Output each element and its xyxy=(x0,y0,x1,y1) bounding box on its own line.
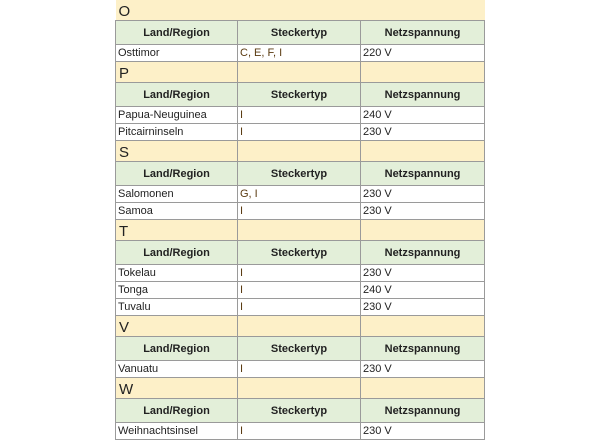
plug-type-cell: I xyxy=(238,299,361,316)
section-letter: W xyxy=(116,378,238,399)
plug-type-cell: I xyxy=(238,361,361,378)
header-plug-type: Steckertyp xyxy=(238,162,361,186)
plug-type-cell: I xyxy=(238,423,361,440)
land-region-cell: Pitcairninseln xyxy=(116,124,238,141)
table-body xyxy=(116,0,485,440)
header-voltage: Netzspannung xyxy=(361,83,485,107)
header-land-region: Land/Region xyxy=(116,162,238,186)
header-land-region: Land/Region xyxy=(116,241,238,265)
land-region-cell: Salomonen xyxy=(116,186,238,203)
header-row xyxy=(116,241,485,265)
section-letter-row xyxy=(116,378,485,399)
section-letter: T xyxy=(116,220,238,241)
plug-type-cell: G, I xyxy=(238,186,361,203)
section-letter-row xyxy=(116,62,485,83)
table-row xyxy=(116,203,485,220)
plug-type-cell: I xyxy=(238,203,361,220)
land-region-cell: Tonga xyxy=(116,282,238,299)
voltage-cell: 220 V xyxy=(361,45,485,62)
header-land-region: Land/Region xyxy=(116,337,238,361)
land-region-cell: Tuvalu xyxy=(116,299,238,316)
empty-cell xyxy=(361,141,485,162)
table-row xyxy=(116,423,485,440)
land-region-cell: Samoa xyxy=(116,203,238,220)
plug-type-table-container xyxy=(115,0,484,440)
header-land-region: Land/Region xyxy=(116,83,238,107)
plug-type-cell: I xyxy=(238,265,361,282)
header-voltage: Netzspannung xyxy=(361,399,485,423)
voltage-cell: 230 V xyxy=(361,124,485,141)
header-land-region: Land/Region xyxy=(116,21,238,45)
table-row xyxy=(116,45,485,62)
plug-type-cell: I xyxy=(238,107,361,124)
empty-cell xyxy=(238,316,361,337)
header-row xyxy=(116,337,485,361)
header-voltage: Netzspannung xyxy=(361,337,485,361)
header-land-region: Land/Region xyxy=(116,399,238,423)
header-voltage: Netzspannung xyxy=(361,241,485,265)
land-region-cell: Weihnachtsinsel xyxy=(116,423,238,440)
header-plug-type: Steckertyp xyxy=(238,337,361,361)
table-row xyxy=(116,265,485,282)
section-letter: O xyxy=(116,0,485,21)
header-row xyxy=(116,162,485,186)
land-region-cell: Tokelau xyxy=(116,265,238,282)
header-plug-type: Steckertyp xyxy=(238,21,361,45)
table-row xyxy=(116,124,485,141)
voltage-cell: 240 V xyxy=(361,282,485,299)
header-plug-type: Steckertyp xyxy=(238,83,361,107)
header-row xyxy=(116,83,485,107)
section-letter: V xyxy=(116,316,238,337)
voltage-cell: 230 V xyxy=(361,423,485,440)
empty-cell xyxy=(238,62,361,83)
section-letter-row xyxy=(116,141,485,162)
table-row xyxy=(116,299,485,316)
empty-cell xyxy=(361,62,485,83)
plug-type-cell: C, E, F, I xyxy=(238,45,361,62)
plug-type-table xyxy=(115,0,485,440)
section-letter-row xyxy=(116,220,485,241)
section-letter: S xyxy=(116,141,238,162)
empty-cell xyxy=(238,141,361,162)
header-plug-type: Steckertyp xyxy=(238,399,361,423)
voltage-cell: 240 V xyxy=(361,107,485,124)
empty-cell xyxy=(238,220,361,241)
empty-cell xyxy=(361,220,485,241)
table-row xyxy=(116,361,485,378)
table-row xyxy=(116,186,485,203)
voltage-cell: 230 V xyxy=(361,299,485,316)
plug-type-cell: I xyxy=(238,282,361,299)
header-plug-type: Steckertyp xyxy=(238,241,361,265)
voltage-cell: 230 V xyxy=(361,203,485,220)
header-voltage: Netzspannung xyxy=(361,21,485,45)
voltage-cell: 230 V xyxy=(361,186,485,203)
section-letter: P xyxy=(116,62,238,83)
section-letter-row xyxy=(116,316,485,337)
header-row xyxy=(116,21,485,45)
voltage-cell: 230 V xyxy=(361,265,485,282)
header-voltage: Netzspannung xyxy=(361,162,485,186)
table-row xyxy=(116,282,485,299)
land-region-cell: Vanuatu xyxy=(116,361,238,378)
empty-cell xyxy=(361,378,485,399)
plug-type-cell: I xyxy=(238,124,361,141)
land-region-cell: Papua-Neuguinea xyxy=(116,107,238,124)
land-region-cell: Osttimor xyxy=(116,45,238,62)
table-row xyxy=(116,107,485,124)
empty-cell xyxy=(238,378,361,399)
empty-cell xyxy=(361,316,485,337)
section-letter-row xyxy=(116,0,485,21)
header-row xyxy=(116,399,485,423)
voltage-cell: 230 V xyxy=(361,361,485,378)
